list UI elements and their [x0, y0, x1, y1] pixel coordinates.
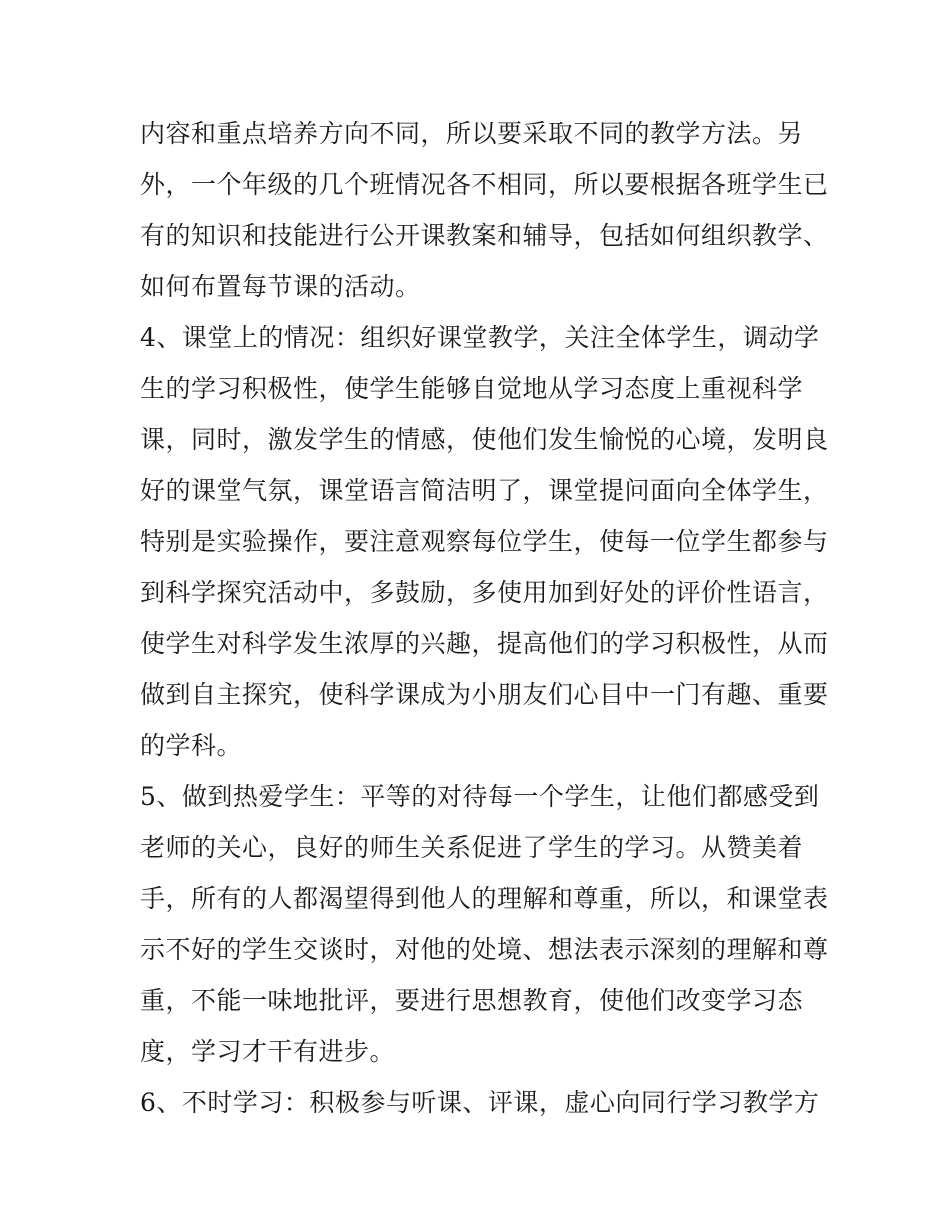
text-line: 度，学习才干有进步。: [140, 1037, 396, 1066]
text-line: 手，所有的人都渴望得到他人的理解和尊重，所以，和课堂表: [140, 884, 829, 913]
text-line: 到科学探究活动中，多鼓励，多使用加到好处的评价性语言，: [140, 578, 829, 607]
text-line: 重，不能一味地批评，要进行思想教育，使他们改变学习态: [140, 986, 804, 1015]
text-line: 5、做到热爱学生：平等的对待每一个学生，让他们都感受到: [140, 782, 820, 811]
text-line: 外，一个年级的几个班情况各不相同，所以要根据各班学生已: [140, 170, 829, 199]
text-line: 生的学习积极性，使学生能够自觉地从学习态度上重视科学: [140, 374, 804, 403]
text-line: 如何布置每节课的活动。: [140, 272, 421, 301]
text-line: 6、不时学习：积极参与听课、评课，虚心向同行学习教学方: [140, 1088, 820, 1117]
text-line: 老师的关心，良好的师生关系促进了学生的学习。从赞美着: [140, 833, 804, 862]
text-line: 特别是实验操作，要注意观察每位学生，使每一位学生都参与: [140, 527, 829, 556]
text-line: 有的知识和技能进行公开课教案和辅导，包括如何组织教学、: [140, 221, 829, 250]
document-body: [140, 108, 829, 1128]
text-line: 内容和重点培养方向不同，所以要采取不同的教学方法。另: [140, 119, 804, 148]
text-line: 的学科。: [140, 731, 243, 760]
text-line: 使学生对科学发生浓厚的兴趣，提高他们的学习积极性，从而: [140, 629, 829, 658]
text-line: 好的课堂气氛，课堂语言简洁明了，课堂提问面向全体学生，: [140, 476, 829, 505]
text-line: 4、课堂上的情况：组织好课堂教学，关注全体学生，调动学: [140, 323, 820, 352]
text-line: 做到自主探究，使科学课成为小朋友们心目中一门有趣、重要: [140, 680, 829, 709]
text-line: 示不好的学生交谈时，对他的处境、想法表示深刻的理解和尊: [140, 935, 829, 964]
text-line: 课，同时，激发学生的情感，使他们发生愉悦的心境，发明良: [140, 425, 829, 454]
